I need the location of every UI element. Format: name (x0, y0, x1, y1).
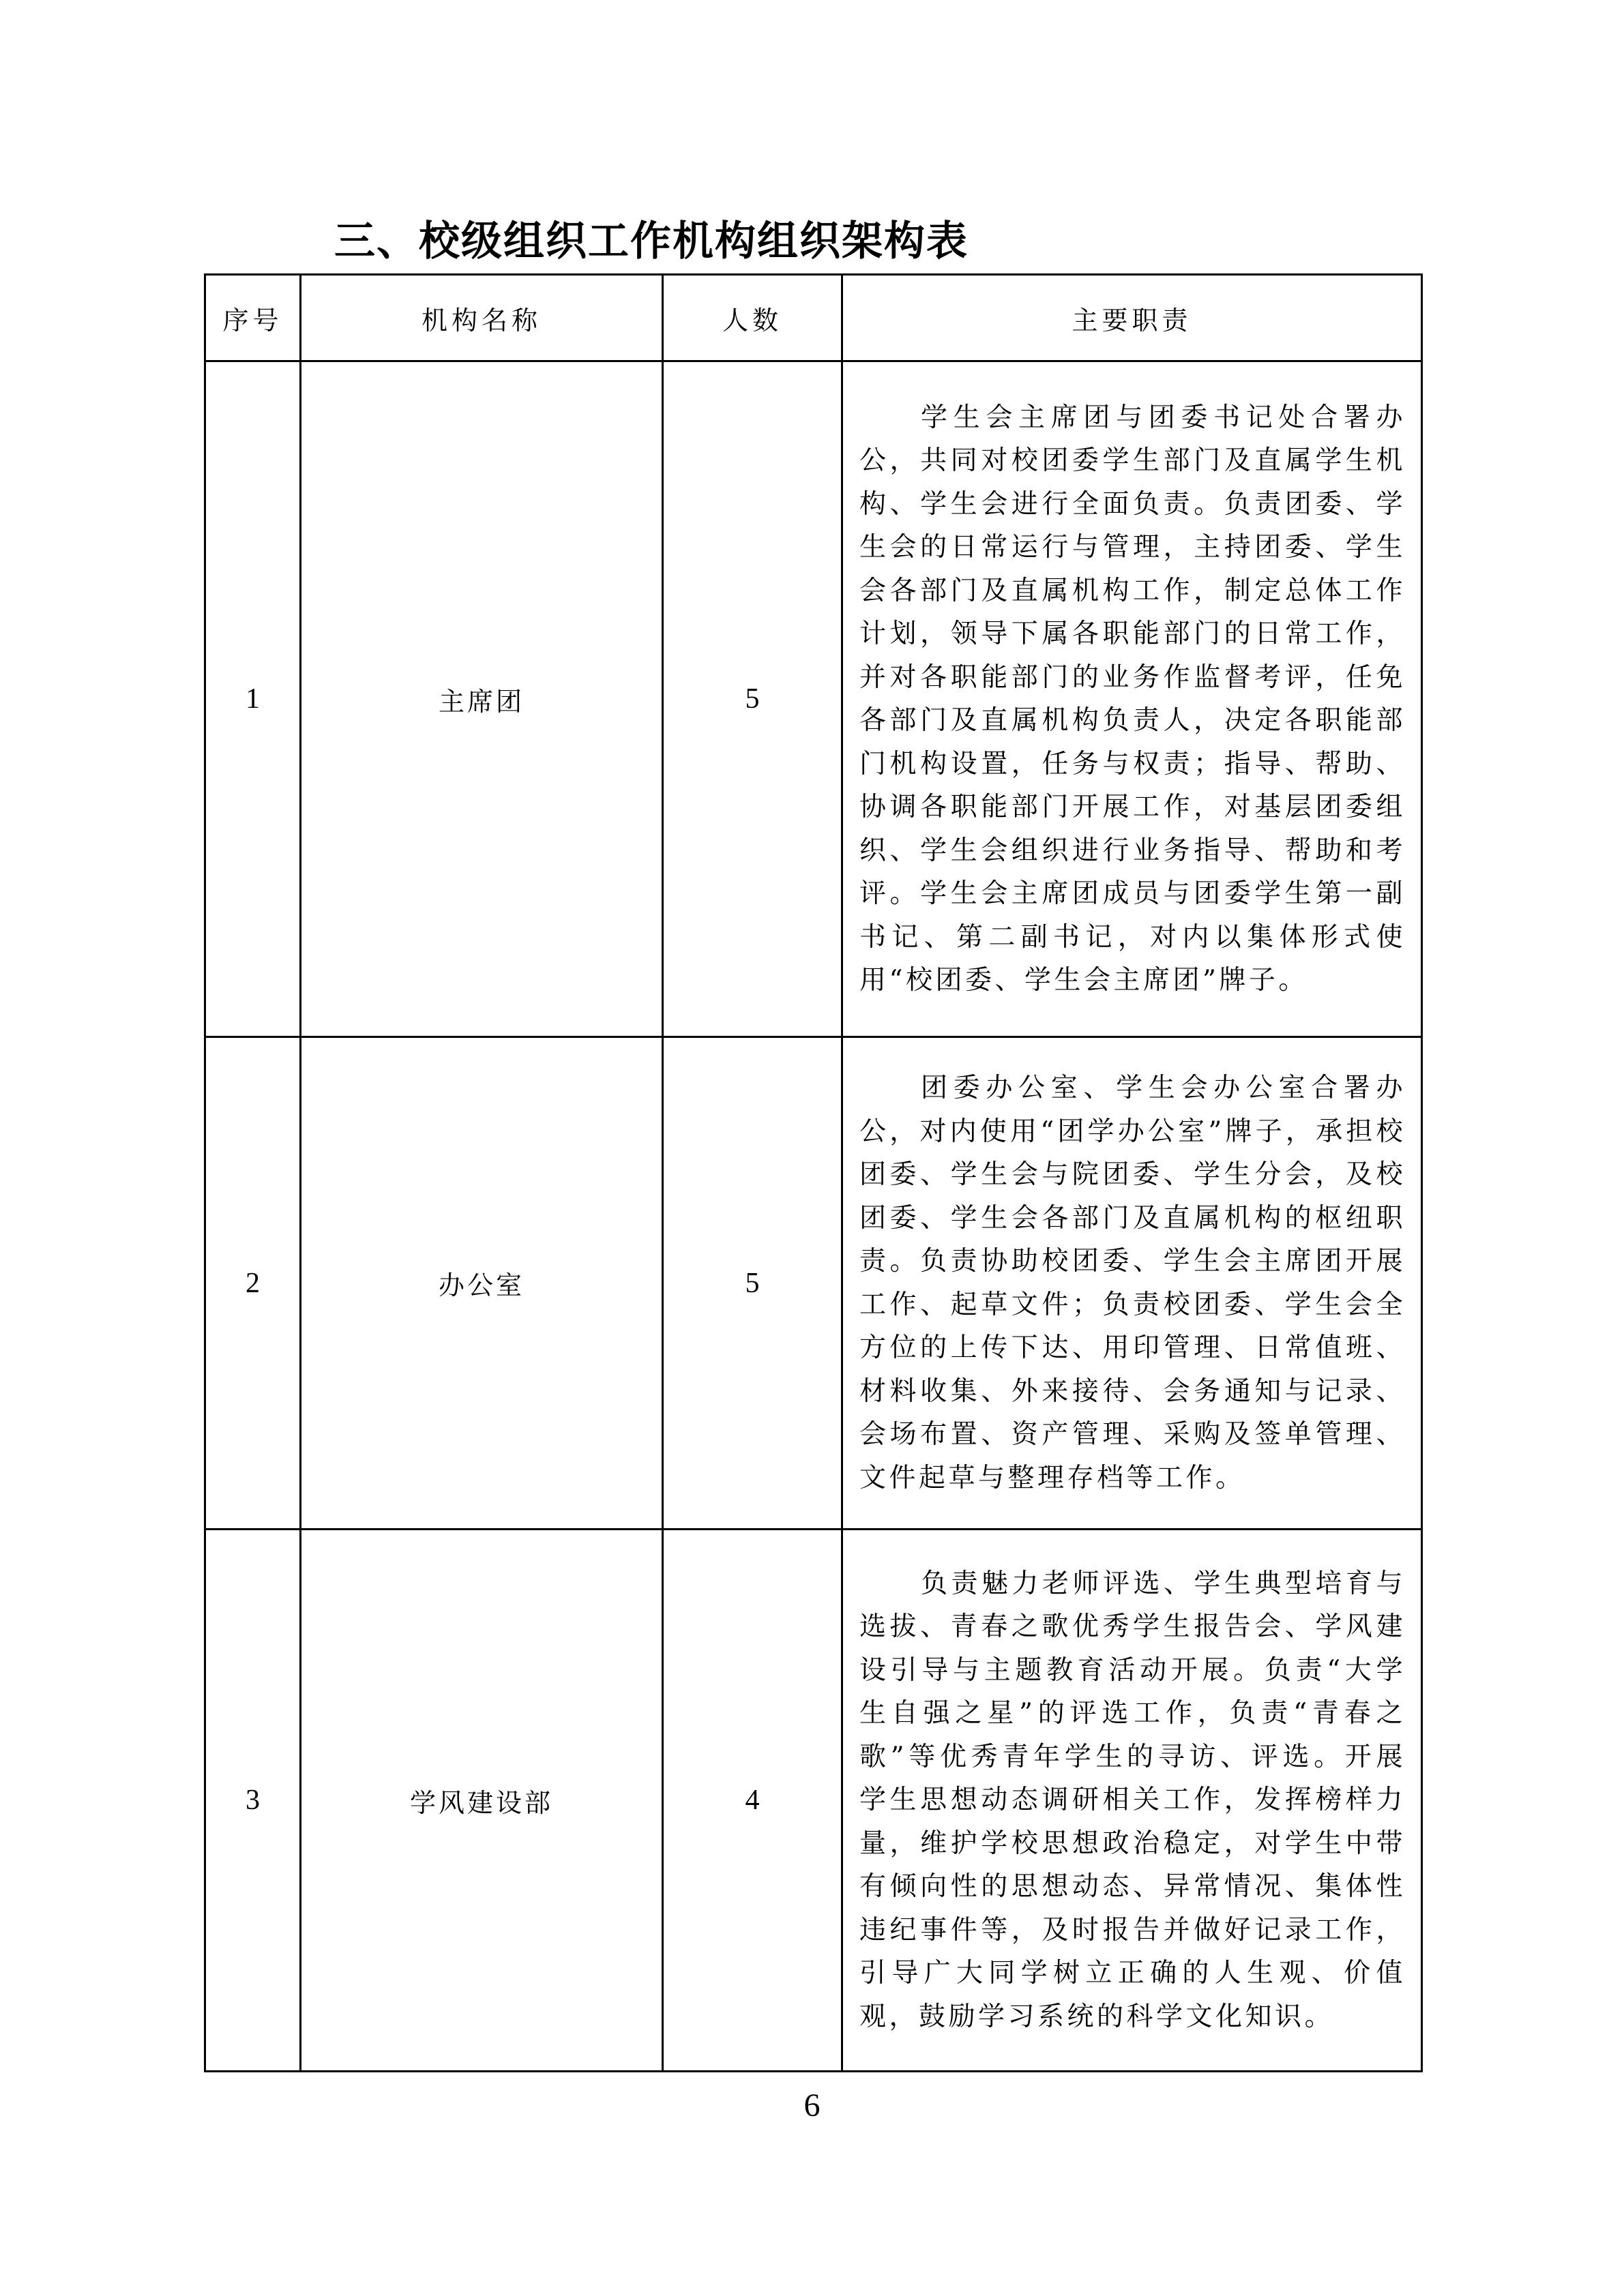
row-count: 4 (663, 1530, 842, 2072)
header-count: 人数 (663, 275, 842, 361)
organization-structure-table (204, 273, 1423, 2072)
table-row (205, 361, 1422, 1037)
row-count: 5 (663, 361, 842, 1037)
header-index: 序号 (205, 275, 301, 361)
row-name: 学风建设部 (301, 1530, 663, 2072)
header-duties: 主要职责 (842, 275, 1422, 361)
row-name: 办公室 (301, 1037, 663, 1530)
page-title: 三、校级组织工作机构组织架构表 (334, 218, 969, 265)
table-header-row (205, 275, 1422, 361)
row-index: 1 (205, 361, 301, 1037)
row-duties: 负责魅力老师评选、学生典型培育与选拔、青春之歌优秀学生报告会、学风建设引导与主题教育活动开展。负责“大学生自强之星”的评选工作，负责“青春之歌”等优秀青年学生的寻访、评选。开展学生思想动态调研相关工作，发挥榜样力量，维护学校思想政治稳定，对学生中带有倾向性的思想动态、异常情况、集体性违纪事件等，及时报告并做好记录工作，引导广大同学树立正确的人生观、价值观，鼓励学习系统的科学文化知识。 (842, 1530, 1422, 2072)
row-index: 2 (205, 1037, 301, 1530)
row-count: 5 (663, 1037, 842, 1530)
row-duties: 学生会主席团与团委书记处合署办公，共同对校团委学生部门及直属学生机构、学生会进行全面负责。负责团委、学生会的日常运行与管理，主持团委、学生会各部门及直属机构工作，制定总体工作计划，领导下属各职能部门的日常工作，并对各职能部门的业务作监督考评，任免各部门及直属机构负责人，决定各职能部门机构设置，任务与权责；指导、帮助、协调各职能部门开展工作，对基层团委组织、学生会组织进行业务指导、帮助和考评。学生会主席团成员与团委学生第一副书记、第二副书记，对内以集体形式使用“校团委、学生会主席团”牌子。 (842, 361, 1422, 1037)
header-name: 机构名称 (301, 275, 663, 361)
row-index: 3 (205, 1530, 301, 2072)
row-name: 主席团 (301, 361, 663, 1037)
row-duties: 团委办公室、学生会办公室合署办公，对内使用“团学办公室”牌子，承担校团委、学生会与院团委、学生分会，及校团委、学生会各部门及直属机构的枢纽职责。负责协助校团委、学生会主席团开展工作、起草文件；负责校团委、学生会全方位的上传下达、用印管理、日常值班、材料收集、外来接待、会务通知与记录、会场布置、资产管理、采购及签单管理、文件起草与整理存档等工作。 (842, 1037, 1422, 1530)
page-number: 6 (803, 2087, 821, 2123)
table-row (205, 1530, 1422, 2072)
table-row (205, 1037, 1422, 1530)
